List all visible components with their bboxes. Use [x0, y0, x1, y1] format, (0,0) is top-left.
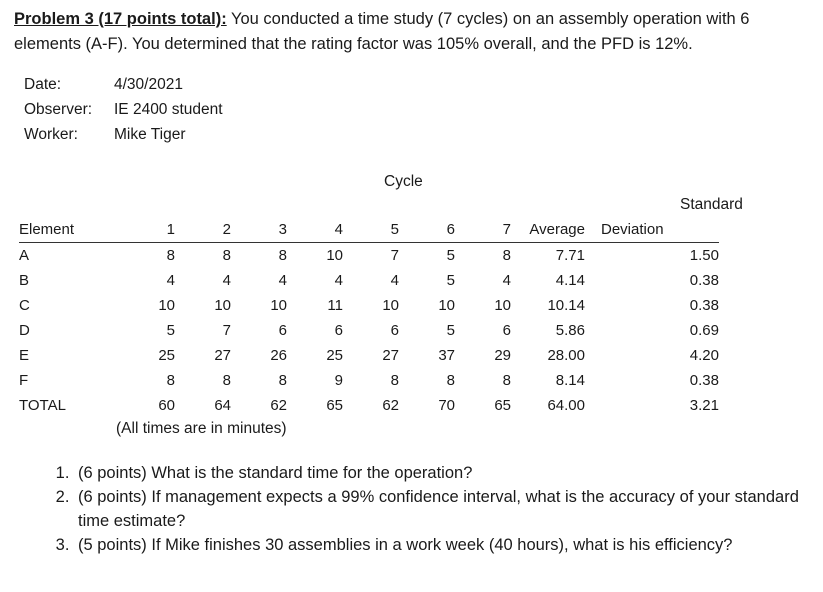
problem-statement — [14, 7, 814, 57]
std-header-top: Standard — [680, 196, 743, 213]
header-cycle-2: 2 — [175, 217, 231, 243]
std-dev-cell: 0.38 — [689, 297, 719, 314]
cycle-time-cell: 4 — [166, 272, 175, 289]
cycle-time-cell: 70 — [438, 397, 455, 414]
table-header-row — [19, 217, 719, 243]
std-dev-cell: 0.38 — [689, 272, 719, 289]
element-cell: B — [19, 272, 30, 289]
cycle-time-cell: 27 — [214, 347, 231, 364]
cycle-time-cell: 10 — [270, 297, 287, 314]
meta-row-worker — [24, 122, 223, 147]
cycle-time-cell: 64 — [214, 397, 231, 414]
meta-value: Mike Tiger — [114, 126, 186, 143]
header-element: Element — [19, 217, 109, 243]
std-dev-cell: 1.50 — [689, 247, 719, 264]
meta-value: 4/30/2021 — [114, 76, 183, 93]
cycle-time-cell: 4 — [334, 272, 343, 289]
cycle-time-cell: 6 — [502, 322, 511, 339]
header-cycle-3: 3 — [231, 217, 287, 243]
table-row — [19, 318, 719, 343]
cycle-time-cell: 10 — [158, 297, 175, 314]
question-list — [30, 461, 814, 557]
average-cell: 8.14 — [555, 372, 585, 389]
table-row — [19, 343, 719, 368]
study-metadata — [24, 72, 223, 147]
average-cell: 4.14 — [555, 272, 585, 289]
cycle-time-cell: 8 — [166, 247, 175, 264]
cycle-time-cell: 8 — [222, 247, 231, 264]
element-cell: E — [19, 347, 30, 364]
header-deviation: Deviation — [585, 217, 719, 243]
cycle-time-cell: 8 — [502, 247, 511, 264]
cycle-time-cell: 62 — [382, 397, 399, 414]
average-cell: 7.71 — [555, 247, 585, 264]
cycle-time-cell: 8 — [278, 372, 287, 389]
cycle-time-cell: 10 — [438, 297, 455, 314]
header-cycle-7: 7 — [455, 217, 511, 243]
cycle-time-cell: 4 — [278, 272, 287, 289]
cycle-time-cell: 8 — [166, 372, 175, 389]
header-average: Average — [511, 217, 585, 243]
average-cell: 64.00 — [547, 397, 585, 414]
table-row — [19, 268, 719, 293]
cycle-time-cell: 6 — [334, 322, 343, 339]
header-cycle-6: 6 — [399, 217, 455, 243]
cycle-time-cell: 5 — [446, 322, 455, 339]
cycle-time-cell: 8 — [278, 247, 287, 264]
cycle-time-cell: 10 — [494, 297, 511, 314]
std-dev-cell: 4.20 — [689, 347, 719, 364]
question-item: 1. (6 points) What is the standard time for the operation? — [74, 461, 814, 485]
problem-text: You conducted a time study (7 cycles) on an assembly operation with 6 elements (A-F). You determined that the rating factor was 105% overall, and the PFD is 12%. — [14, 10, 750, 53]
cycle-time-cell: 10 — [326, 247, 343, 264]
meta-row-observer — [24, 97, 223, 122]
table-row — [19, 368, 719, 393]
question-item: 2. (6 points) If management expects a 99% confidence interval, what is the accuracy of your standard time estimate? — [74, 485, 814, 533]
table-row — [19, 243, 719, 269]
meta-label: Worker: — [24, 126, 78, 143]
cycle-time-cell: 26 — [270, 347, 287, 364]
element-cell: D — [19, 322, 30, 339]
std-dev-cell: 0.38 — [689, 372, 719, 389]
cycle-time-cell: 7 — [390, 247, 399, 264]
average-cell: 5.86 — [555, 322, 585, 339]
cycle-time-cell: 8 — [222, 372, 231, 389]
element-cell: F — [19, 372, 29, 389]
meta-label: Date: — [24, 76, 62, 93]
cycle-time-cell: 65 — [326, 397, 343, 414]
meta-row-date — [24, 72, 223, 97]
cycle-time-cell: 4 — [390, 272, 399, 289]
cycle-time-cell: 37 — [438, 347, 455, 364]
cycle-time-cell: 25 — [326, 347, 343, 364]
average-cell: 28.00 — [547, 347, 585, 364]
header-cycle-5: 5 — [343, 217, 399, 243]
element-cell: C — [19, 297, 30, 314]
cycle-time-cell: 11 — [327, 297, 343, 314]
meta-value: IE 2400 student — [114, 101, 223, 118]
problem-label: Problem 3 (17 points total): — [14, 10, 227, 28]
question-item: 3. (5 points) If Mike finishes 30 assemblies in a work week (40 hours), what is his efficiency? — [74, 533, 814, 557]
element-cell: TOTAL — [19, 397, 66, 414]
cycle-time-cell: 5 — [446, 247, 455, 264]
table-row — [19, 293, 719, 318]
std-dev-cell: 3.21 — [689, 397, 719, 414]
cycle-time-cell: 4 — [222, 272, 231, 289]
cycle-header: Cycle — [384, 173, 423, 190]
cycle-time-cell: 9 — [334, 372, 343, 389]
table-row — [19, 393, 719, 418]
cycle-time-cell: 62 — [270, 397, 287, 414]
time-study-table — [19, 217, 719, 418]
cycle-time-cell: 25 — [158, 347, 175, 364]
cycle-time-cell: 6 — [390, 322, 399, 339]
cycle-time-cell: 8 — [502, 372, 511, 389]
cycle-time-cell: 6 — [278, 322, 287, 339]
average-cell: 10.14 — [547, 297, 585, 314]
element-cell: A — [19, 247, 30, 264]
cycle-time-cell: 10 — [214, 297, 231, 314]
cycle-time-cell: 65 — [494, 397, 511, 414]
std-dev-cell: 0.69 — [689, 322, 719, 339]
cycle-time-cell: 29 — [494, 347, 511, 364]
cycle-time-cell: 8 — [390, 372, 399, 389]
cycle-time-cell: 5 — [166, 322, 175, 339]
header-cycle-4: 4 — [287, 217, 343, 243]
cycle-time-cell: 5 — [446, 272, 455, 289]
cycle-time-cell: 10 — [382, 297, 399, 314]
cycle-time-cell: 8 — [446, 372, 455, 389]
cycle-time-cell: 60 — [158, 397, 175, 414]
cycle-time-cell: 27 — [382, 347, 399, 364]
cycle-time-cell: 4 — [502, 272, 511, 289]
meta-label: Observer: — [24, 101, 93, 118]
units-note: (All times are in minutes) — [116, 420, 287, 437]
cycle-time-cell: 7 — [222, 322, 231, 339]
header-cycle-1: 1 — [109, 217, 175, 243]
